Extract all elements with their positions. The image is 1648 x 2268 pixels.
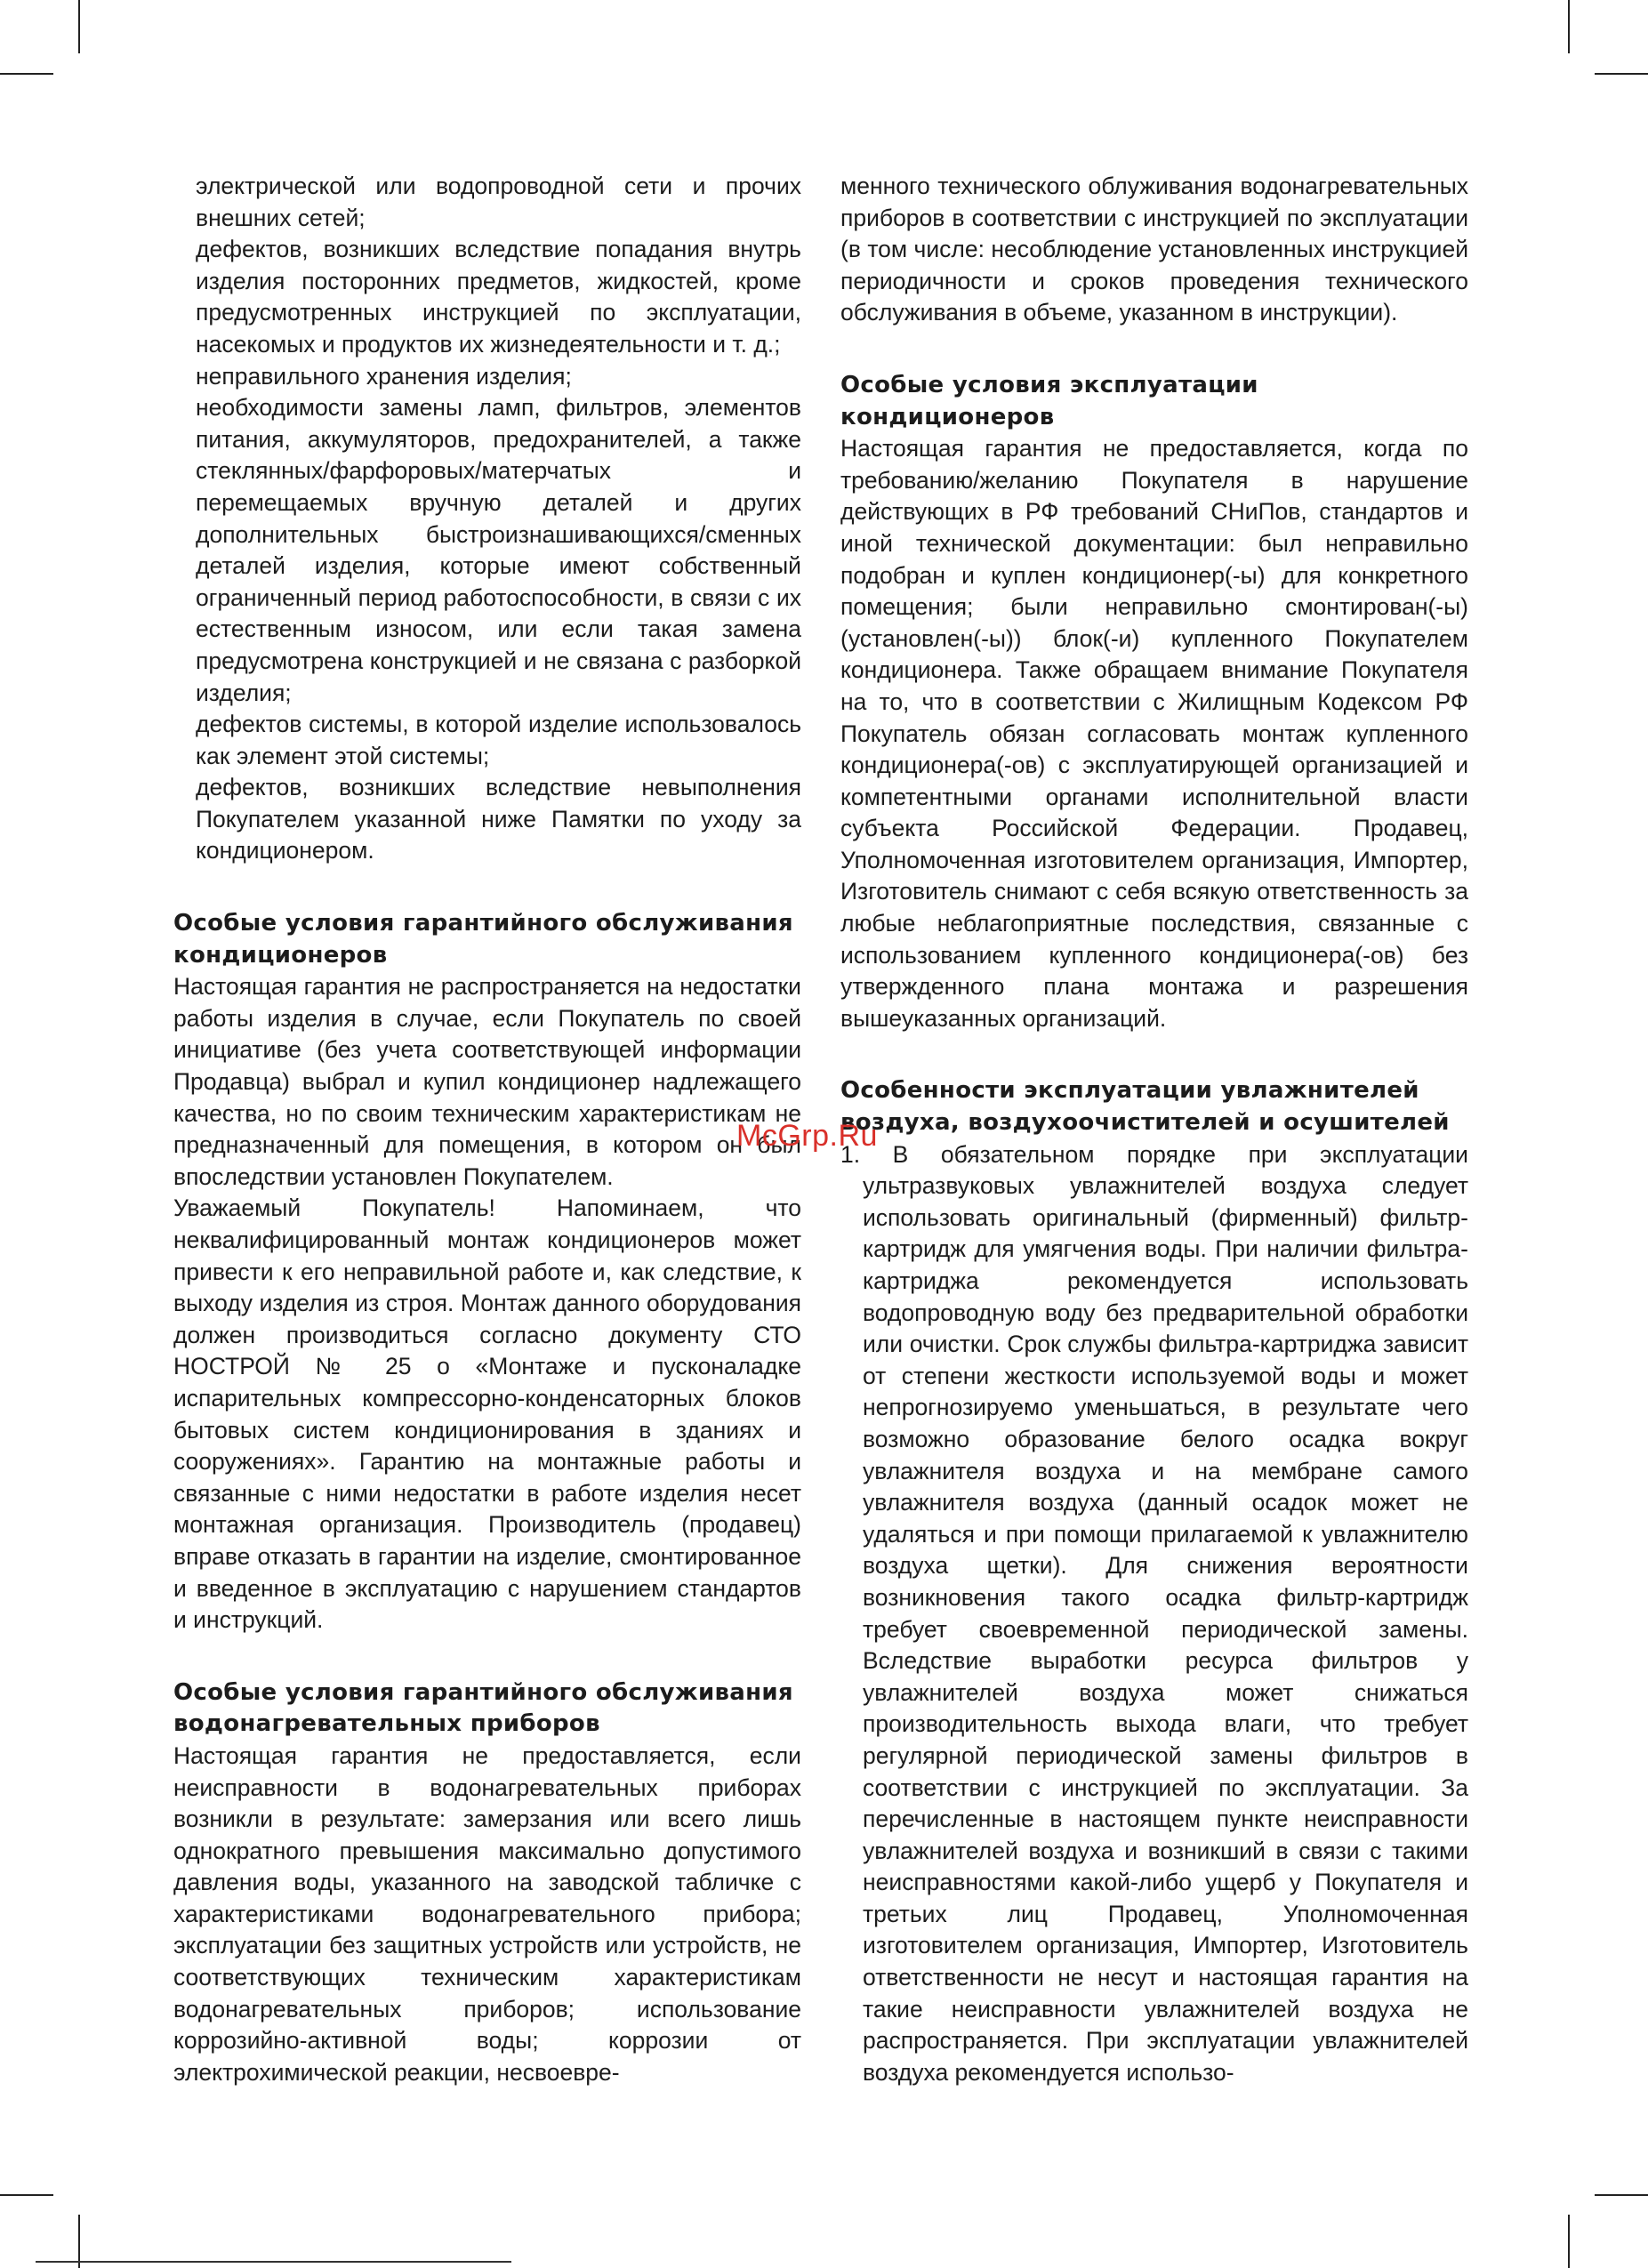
crop-mark (78, 2215, 80, 2268)
numbered-item: 1. В обязательном порядке при эксплуатации ультразвуковых увлажнителей воздуха следует использовать оригинальный (фирменный) фильтр-картридж для умягчения воды. При наличии фильтра-картриджа рекомендуется использовать водопроводную воду без предварительной обработки или очистки. Срок службы фильтра-картриджа зависит от степени жесткости используемой воды и может непрогнозируемо уменьшаться, в результате чего возможно образование белого осадка вокруг увлажнителя воздуха и на мембране самого увлажнителя воздуха (данный осадок может не удаляться и при помощи прилагаемой к увлажнителю воздуха щетки). Для снижения вероятности возникновения такого осадка фильтр-картридж требует своевременной периодической замены. Вследствие выработки ресурса фильтров у увлажнителей воздуха может снижаться производительность выхода влаги, что требует регулярной периодической замены фильтров в соответствии с инструкцией по эксплуатации. За перечисленные в настоящем пункте неисправности увлажнителей воздуха и возникший в связи с такими неисправностями какой-либо ущерб у Покупателя и третьих лиц Продавец, Уполномоченная изготовителем организация, Импортер, Изготовитель ответственности не несут и настоящая гарантия на такие неисправности увлажнителей воздуха не распространяется. При эксплуатации увлажнителей воздуха рекомендуется использо- (840, 1140, 1468, 2086)
list-item: необходимости замены ламп, фильтров, элементов питания, аккумуляторов, предохранителей, а также стеклянных/фарфоровых/матерчатых и перемещаемых вручную деталей и других дополнительных быстроизнашивающихся/сменных деталей изделия, которые имеют собственный ограниченный период работоспособности, в связи с их естественным износом, или если такая замена предусмотрена конструкцией и не связана с разборкой изделия; (196, 394, 801, 706)
list-item: неправильного хранения изделия; (196, 362, 572, 390)
crop-mark (1595, 73, 1648, 75)
paragraph: Уважаемый Покупатель! Напоминаем, что неквалифицированный монтаж кондиционеров может привести к его неправильной работе и, как следствие, к выходу изделия из строя. Монтаж данного оборудования должен производиться согласно документу СТО НОСТРОЙ № 25 о «Монтаже и пусконаладке испарительных компрессорно-конденсаторных блоков бытовых систем кондиционирования в зданиях и сооружениях». Гарантию на монтажные работы и связанные с ними недостатки в работе изделия несет монтажная организация. Производитель (продавец) вправе отказать в гарантии на изделие, смонтированное и введенное в эксплуатацию с нарушением стандартов и инструкций. (173, 1194, 801, 1634)
paragraph: Настоящая гарантия не предоставляется, когда по требованию/желанию Покупателя в нарушение действующих в РФ требований СНиПов, стандартов и иной технической документации: был неправильно подобран и куплен кондиционер(-ы) для конкретного помещения; были неправильно смонтирован(-ы) (установлен(-ы)) блок(-и) купленного Покупателем кондиционера. Также обращаем внимание Покупателя на то, что в соответствии с Жилищным Кодексом РФ Покупатель обязан согласовать монтаж купленного кондиционера(-ов) с эксплуатирующей организацией и компетентными органами исполнительной власти субъекта Российской Федерации. Продавец, Уполномоченная изготовителем организация, Импортер, Изготовитель снимают с себя всякую ответственность за любые неблагоприятные последствия, связанные с использованием купленного кондиционера(-ов) без утвержденного плана монтажа и разрешения вышеуказанных организаций. (840, 435, 1468, 1032)
section-heading: Особые условия гарантийного обслуживания водонагревательных приборов (173, 1678, 793, 1738)
section-heading: Особые условия эксплуатации кондиционеров (840, 371, 1258, 430)
left-column (173, 171, 801, 2088)
list-item: электрической или водопроводной сети и прочих внешних сетей; (196, 173, 801, 231)
bottom-rule (36, 2261, 511, 2263)
paragraph: менного технического облуживания водонагревательных приборов в соответствии с инструкцией по эксплуатации (в том числе: несоблюдение установленных инструкцией периодичности и сроков проведения технического обслуживания в объеме, указанном в инструкции). (840, 173, 1468, 326)
paragraph: Настоящая гарантия не распространяется на недостатки работы изделия в случае, если Покупатель по своей инициативе (без учета соответствующей информации Продавца) выбрал и купил кондиционер надлежащего качества, но по своим техническим характеристикам не предназначенный для помещения, в котором он был впоследствии установлен Покупателем. (173, 973, 801, 1190)
crop-mark (78, 0, 80, 53)
crop-mark (1595, 2194, 1648, 2196)
crop-mark (1568, 2215, 1570, 2268)
watermark: McGrp.Ru (736, 1119, 878, 1153)
crop-mark (0, 73, 53, 75)
crop-mark (0, 2194, 53, 2196)
paragraph: Настоящая гарантия не предоставляется, если неисправности в водонагревательных приборах возникли в результате: замерзания или всего лишь однократного превышения максимально допустимого давления воды, указанного на заводской табличке с характеристиками водонагревательного прибора; эксплуатации без защитных устройств или устройств, не соответствующих техническим характеристикам водонагревательных приборов; использование коррозийно-активной воды; коррозии от электрохимической реакции, несвоевре- (173, 1741, 801, 2086)
list-item: дефектов, возникших вследствие невыполнения Покупателем указанной ниже Памятки по уходу за кондиционером. (196, 774, 801, 865)
list-item: дефектов, возникших вследствие попадания внутрь изделия посторонних предметов, жидкостей, кроме предусмотренных инструкцией по эксплуатации, насекомых и продуктов их жизнедеятельности и т. д.; (196, 236, 801, 358)
crop-mark (1568, 0, 1570, 53)
right-column (840, 171, 1468, 2088)
list-item: дефектов системы, в которой изделие использовалось как элемент этой системы; (196, 711, 801, 769)
section-heading: Особенности эксплуатации увлажнителей воздуха, воздухоочистителей и осушителей (840, 1077, 1450, 1137)
section-heading: Особые условия гарантийного обслуживания кондиционеров (173, 910, 793, 969)
